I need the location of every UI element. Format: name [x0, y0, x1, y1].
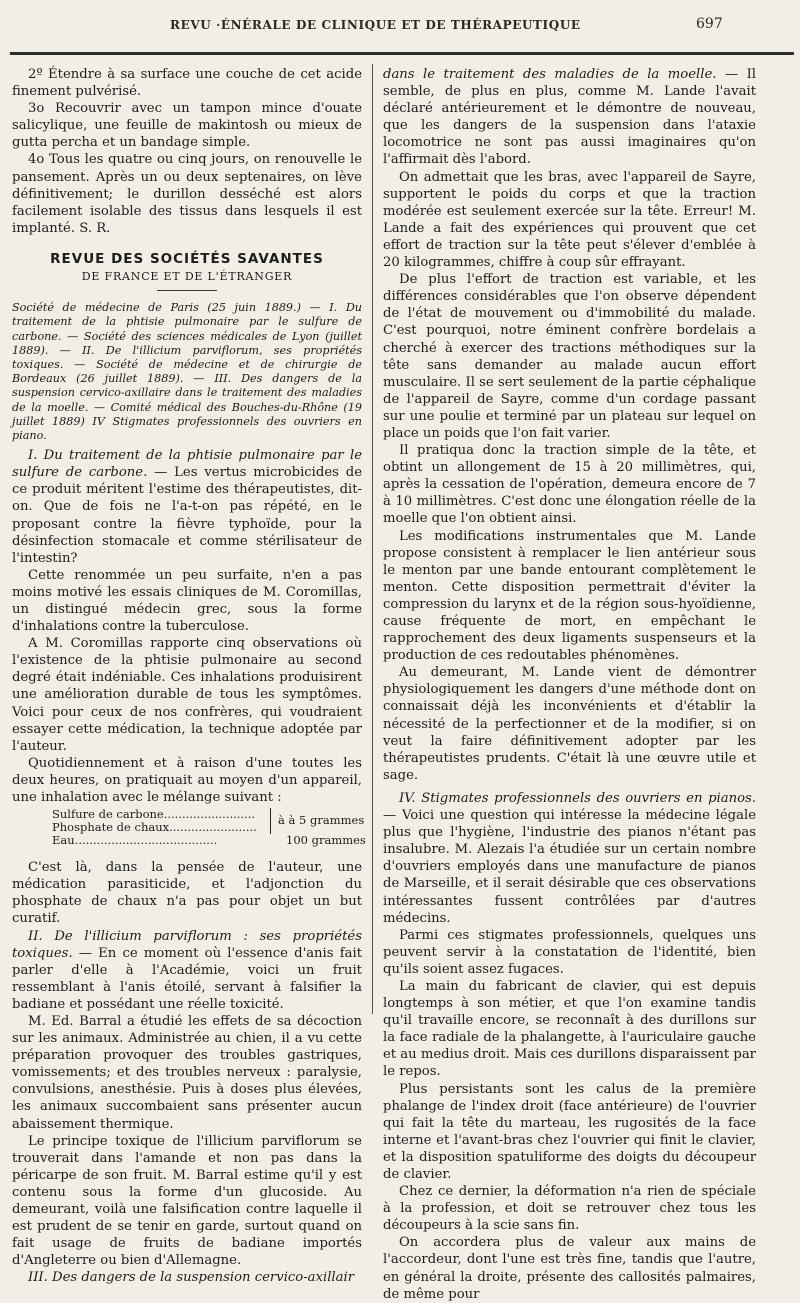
article-title: III. Des dangers de la suspension cervico-axillair [28, 1270, 355, 1286]
paragraph: Chez ce dernier, la déformation n'a rien de spéciale à la profession, et doit se retrouver chez tous les découpeurs à la scie sans fin. [383, 1184, 756, 1234]
paragraph: Parmi ces stigmates professionnels, quelques uns peuvent servir à la constatation de l'identité, bien qu'ils soient assez fugaces. [383, 927, 756, 977]
paragraph: Les modifications instrumentales que M. Lande propose consistent à remplacer le lien antérieur sous le menton par une bande entourant complètement le menton. Cette disposition permettrait d'éviter la compression du larynx et de la région sous-hyoïdienne, cause fréquente de mort, en empêchant le rapprochement des deux ligaments suspenseurs et la production de ces redoutables phénomènes. [383, 528, 756, 664]
ingredient: Phosphate de chaux........................ [52, 820, 257, 835]
paragraph: On admettait que les bras, avec l'appareil de Sayre, supportent le poids du corps et que la traction modérée est seulement exercée sur la tête. Erreur! M. Lande a fait des expériences qui prouvent que cet effort de traction sur la tête peut s'élever d'emblée à 20 kilogrammes, chiffre à coup sûr effrayant. [383, 169, 756, 271]
prescription-formula [12, 807, 366, 856]
paragraph: De plus l'effort de traction est variable, et les différences considérables que l'on observe dépendent de l'état de mouvement ou d'immobilité du malade. C'est pourquoi, notre éminent confrère bordelais a cherché à exercer des tractions méthodiques sur la tête sans demander au malade aucun effort musculaire. Il se sert seulement de la partie céphalique de l'appareil de Sayre, comme d'un cordage passant sur une poulie et terminé par un plateau sur lequel on place un poids que l'on fait varier. [383, 272, 756, 441]
paragraph-text: — Il semble, de plus en plus, comme M. Lande l'avait déclaré antérieurement et le démontre de nouveau, que les dangers de la suspension dans l'ataxie locomotrice ne sont pas aussi imaginaires qu'on l'affirmait dès l'abord. [383, 67, 757, 168]
paragraph: 2º Étendre à sa surface une couche de cet acide finement pulvérisé. [12, 67, 362, 100]
ingredient: Sulfure de carbone......................... [52, 807, 256, 822]
article-title: IV. Stigmates professionnels des ouvriers en pianos. [399, 790, 756, 806]
paragraph-text: — Les vertus microbicides de ce produit méritent l'estime des thérapeutistes, dit-on. Que de fois ne l'a-t-on pas répété, en le proposant contre la fièvre typhoïde, pour la désinfection stomacale et comme stérilisateur de l'intestin? [12, 465, 362, 566]
divider [157, 290, 217, 291]
author-signature: S. R. [79, 220, 111, 236]
ingredient: Eau....................................... [52, 833, 218, 848]
header-rule [10, 52, 794, 55]
paragraph: Quotidiennement et à raison d'une toutes les deux heures, on pratiquait au moyen d'un appareil, une inhalation avec le mélange suivant : [12, 755, 362, 806]
paragraph [12, 928, 362, 1013]
paragraph-text: 4o Tous les quatre ou cinq jours, on renouvelle le pansement. Après un ou deux septenaires, on lève définitivement; le durillon desséché est alors facilement isolable des tissus dans lesquels il est implanté. [12, 152, 362, 236]
paragraph: On accordera plus de valeur aux mains de l'accordeur, dont l'une est très fine, tandis que l'autre, en général la droite, présente des callosités palmaires, de même pour [383, 1235, 756, 1302]
right-column [383, 66, 756, 1303]
paragraph: C'est là, dans la pensée de l'auteur, une médication parasiticide, et l'adjonction du phosphate de chaux n'a pas pour objet un but curatif. [12, 860, 362, 927]
paragraph: Il pratiqua donc la traction simple de la tête, et obtint un allongement de 15 à 20 millimètres, qui, après la cessation de l'opération, demeura encore de 7 à 10 millimètres. C'est donc une élongation réelle de la moelle que l'on obtient ainsi. [383, 443, 756, 527]
paragraph: Le principe toxique de l'illicium parviflorum se trouverait dans l'amande et non pas dans la péricarpe de son fruit. M. Barral estime qu'il y est contenu sous la forme d'un glucoside. Au demeurant, voilà une falsification contre laquelle il est prudent de se tenir en garde, surtout quand on fait usage de fruits de badiane importés d'Angleterre ou bien d'Allemagne. [12, 1133, 362, 1269]
column-divider [372, 64, 373, 1014]
section-heading: REVUE DES SOCIÉTÉS SAVANTES [50, 250, 324, 267]
article-title: II. De l'illicium parviflorum : ses propriétés toxiques. [12, 928, 362, 961]
paragraph: A M. Coromillas rapporte cinq observations où l'existence de la phtisie pulmonaire au second degré était indéniable. Ces inhalations produisirent une amélioration durable de tous les symptômes. Voici pour ceux de nos confrères, qui voudraient essayer cette médication, la technique adoptée par l'auteur. [12, 636, 362, 754]
running-title: REVU ·ÉNÉRALE DE CLINIQUE ET DE THÉRAPEUTIQUE [170, 18, 581, 32]
paragraph: M. Ed. Barral a étudié les effets de sa décoction sur les animaux. Administrée au chien, il a vu cette préparation provoquer des troubles gastriques, vomissements; et des troubles nerveux : paralysie, convulsions, anesthésie. Puis à doses plus élevées, les animaux succombaient sans présenter aucun abaissement thermique. [12, 1013, 362, 1132]
sessions-summary: Société de médecine de Paris (25 juin 1889.) — I. Du traitement de la phtisie pulmonaire par le sulfure de carbone. — Société des sciences médicales de Lyon (juillet 1889). — II. De l'illicium parviflorum, ses propriétés toxiques. — Société de médecine et de chirurgie de Bordeaux (26 juillet 1889). — III. Des dangers de la suspension cervico-axillaire dans le traitement des maladies de la moelle. — Comité médical des Bouches-du-Rhône (19 juillet 1889) IV Stigmates professionnels des ouvriers en piano. [12, 301, 362, 442]
paragraph: La main du fabricant de clavier, qui est depuis longtemps à son métier, et que l'on examine tandis qu'il travaille encore, se reconnaît à des durillons sur la face radiale de la phalangette, à l'auriculaire gauche et au medius droit. Mais ces durillons disparaissent par le repos. [383, 978, 756, 1080]
paragraph: Cette renommée un peu surfaite, n'en a pas moins motivé les essais cliniques de M. Coromillas, un distingué médecin grec, sous la forme d'inhalations contre la tuberculose. [12, 567, 362, 635]
brace [270, 808, 275, 834]
quantity: 100 grammes [286, 833, 366, 848]
left-column [12, 66, 366, 1286]
paragraph [383, 66, 756, 169]
page-number: 697 [696, 16, 723, 32]
paragraph [12, 151, 362, 236]
paragraph: 3o Recouvrir avec un tampon mince d'ouate salicylique, une feuille de makintosh ou mieux de gutta percha et un bandage simple. [12, 101, 362, 151]
paragraph [12, 447, 362, 567]
paragraph: Au demeurant, M. Lande vient de démontrer physiologiquement les dangers d'une méthode dont on connaissait déjà les inconvénients et d'établir la nécessité de la perfectionner et de la modifier, si on veut la faire définitivement adopter par les thérapeutistes prudents. C'était là une œuvre utile et sage. [383, 665, 756, 783]
paragraph [383, 790, 756, 927]
quantity: à à 5 grammes [278, 813, 365, 828]
section-subheading: DE FRANCE ET DE L'ÉTRANGER [81, 270, 293, 284]
article-title-continued: dans le traitement des maladies de la moelle. [383, 67, 717, 82]
paragraph-text: — Voici une question qui intéresse la médecine légale plus que l'hygiène, l'industrie des pianos n'étant pas insalubre. M. Alezais l'a étudiée sur un certain nombre d'ouvriers employés dans une manufacture de pianos de Marseille, et il serait désirable que ces observations intéressantes fussent contrôlées par d'autres médecins. [383, 808, 756, 926]
article-title: I. Du traitement de la phtisie pulmonaire par le sulfure de carbone. [12, 448, 362, 481]
page-header [0, 14, 800, 36]
paragraph-text: — En ce moment où l'essence d'anis fait parler d'elle à l'Académie, voici un fruit ressemblant à l'anis étoilé, servant à falsifier la badiane et possédant une réelle toxicité. [12, 945, 362, 1012]
paragraph: Plus persistants sont les calus de la première phalange de l'index droit (face antérieure) de l'ouvrier qui fait la tête du marteau, les rugosités de la face interne et l'avant-bras chez l'ouvrier qui finit le clavier, et la disposition spatuliforme des doigts du découpeur de clavier. [383, 1081, 756, 1182]
